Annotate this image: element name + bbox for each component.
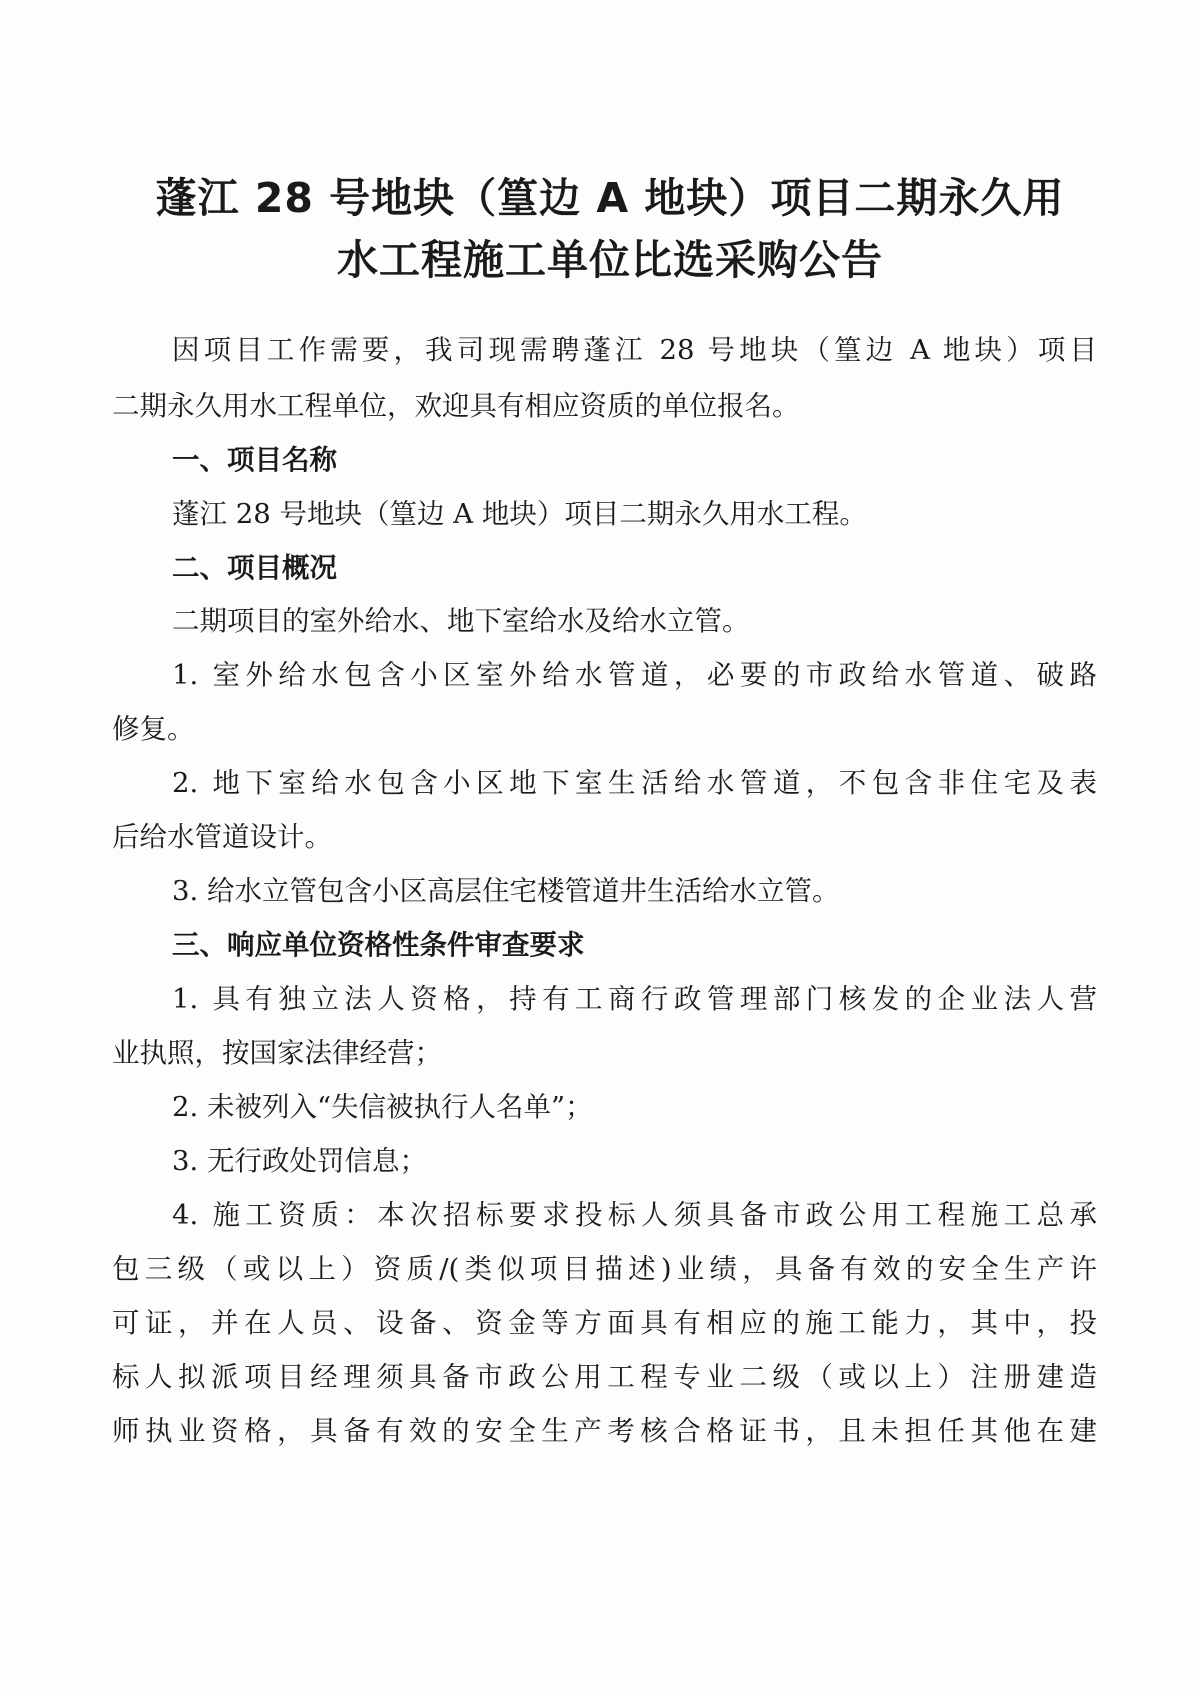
document-title-line-2: 水工程施工单位比选采购公告 bbox=[337, 236, 883, 284]
section-1-text: 蓬江 28 号地块（篁边 A 地块）项目二期永久用水工程。 bbox=[172, 498, 867, 530]
intro-paragraph-line-2: 二期永久用水工程单位，欢迎具有相应资质的单位报名。 bbox=[112, 390, 800, 422]
intro-paragraph-line-1: 因项目工作需要，我司现需聘蓬江 28 号地块（篁边 A 地块）项目 bbox=[172, 334, 1097, 366]
section-3-item-1-line-1: 1. 具有独立法人资格，持有工商行政管理部门核发的企业法人营 bbox=[172, 983, 1097, 1015]
section-3-item-4-line-5: 师执业资格，具备有效的安全生产考核合格证书，且未担任其他在建 bbox=[112, 1415, 1097, 1447]
section-3-heading: 三、响应单位资格性条件审查要求 bbox=[172, 929, 585, 961]
section-2-heading: 二、项目概况 bbox=[172, 552, 337, 584]
document-title-line-1: 蓬江 28 号地块（篁边 A 地块）项目二期永久用 bbox=[155, 174, 1065, 222]
section-3-item-4-line-2: 包三级（或以上）资质/(类似项目描述)业绩，具备有效的安全生产许 bbox=[112, 1253, 1097, 1285]
section-2-text: 二期项目的室外给水、地下室给水及给水立管。 bbox=[172, 605, 750, 637]
section-3-item-1-line-2: 业执照，按国家法律经营； bbox=[112, 1037, 442, 1069]
section-2-item-1-line-1: 1. 室外给水包含小区室外给水管道，必要的市政给水管道、破路 bbox=[172, 659, 1097, 691]
section-3-item-4-line-1: 4. 施工资质：本次招标要求投标人须具备市政公用工程施工总承 bbox=[172, 1199, 1097, 1231]
section-2-item-2-line-2: 后给水管道设计。 bbox=[112, 821, 332, 853]
section-1-heading: 一、项目名称 bbox=[172, 444, 337, 476]
section-3-item-3: 3. 无行政处罚信息； bbox=[172, 1145, 427, 1177]
section-2-item-1-line-2: 修复。 bbox=[112, 713, 195, 745]
section-3-item-4-line-4: 标人拟派项目经理须具备市政公用工程专业二级（或以上）注册建造 bbox=[112, 1361, 1097, 1393]
section-3-item-2: 2. 未被列入“失信被执行人名单”； bbox=[172, 1091, 593, 1123]
section-3-item-4-line-3: 可证，并在人员、设备、资金等方面具有相应的施工能力，其中，投 bbox=[112, 1307, 1097, 1339]
section-2-item-3: 3. 给水立管包含小区高层住宅楼管道井生活给水立管。 bbox=[172, 875, 840, 907]
section-2-item-2-line-1: 2. 地下室给水包含小区地下室生活给水管道，不包含非住宅及表 bbox=[172, 767, 1097, 799]
